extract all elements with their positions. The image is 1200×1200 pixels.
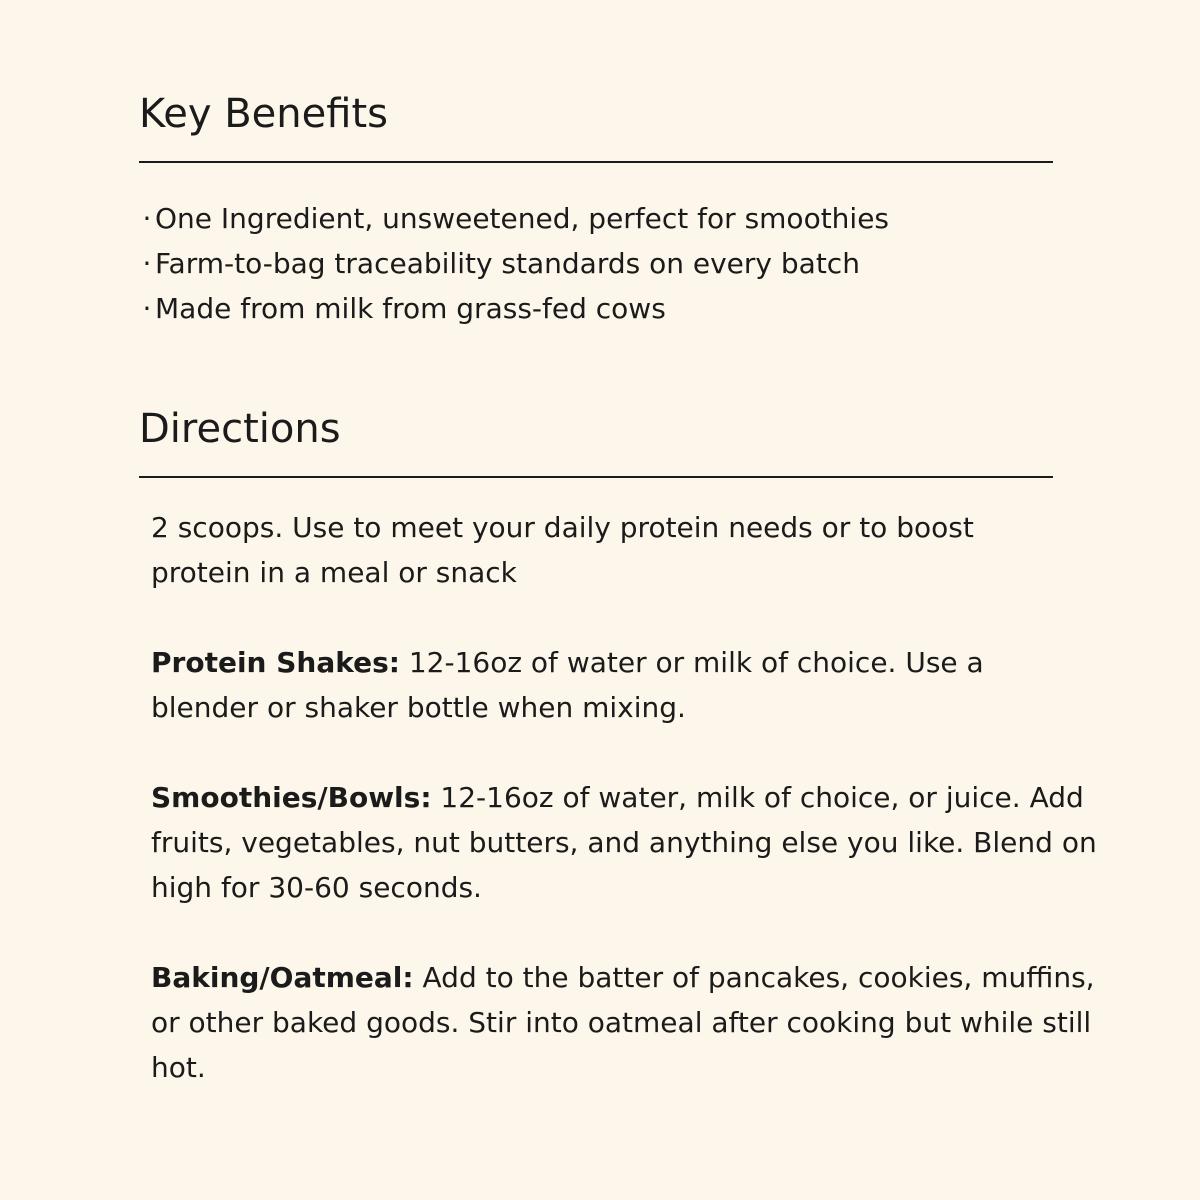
protein-shakes-text: 12-16oz of water or milk of choice. Use a blender or shaker bottle when mixing. <box>151 646 984 724</box>
baking-oatmeal-label: Baking/Oatmeal: <box>151 961 414 994</box>
smoothies-bowls-label: Smoothies/Bowls: <box>151 781 432 814</box>
bullet-icon: · <box>142 202 152 235</box>
directions-divider <box>139 476 1053 478</box>
baking-oatmeal-paragraph <box>151 955 1101 1090</box>
benefit-text: Farm-to-bag traceability standards on every batch <box>155 247 860 280</box>
baking-oatmeal-text: Add to the batter of pancakes, cookies, muffins, or other baked goods. Stir into oatmeal after cooking but while still hot. <box>151 961 1095 1084</box>
key-benefits-divider <box>139 161 1053 163</box>
key-benefits-heading: Key Benefits <box>139 91 388 137</box>
smoothies-bowls-text: 12-16oz of water, milk of choice, or juice. Add fruits, vegetables, nut butters, and anything else you like. Blend on high for 30-60 seconds. <box>151 781 1097 904</box>
benefit-text: Made from milk from grass-fed cows <box>155 292 666 325</box>
smoothies-bowls-paragraph <box>151 775 1101 910</box>
directions-intro: 2 scoops. Use to meet your daily protein needs or to boost protein in a meal or snack <box>151 511 974 589</box>
bullet-icon: · <box>142 247 152 280</box>
list-item <box>139 241 889 286</box>
bullet-icon: · <box>142 292 152 325</box>
protein-shakes-label: Protein Shakes: <box>151 646 400 679</box>
benefit-text: One Ingredient, unsweetened, perfect for smoothies <box>155 202 890 235</box>
list-item <box>139 286 889 331</box>
protein-shakes-paragraph <box>151 640 1001 730</box>
key-benefits-list <box>139 196 889 331</box>
directions-heading: Directions <box>139 406 341 452</box>
list-item <box>139 196 889 241</box>
